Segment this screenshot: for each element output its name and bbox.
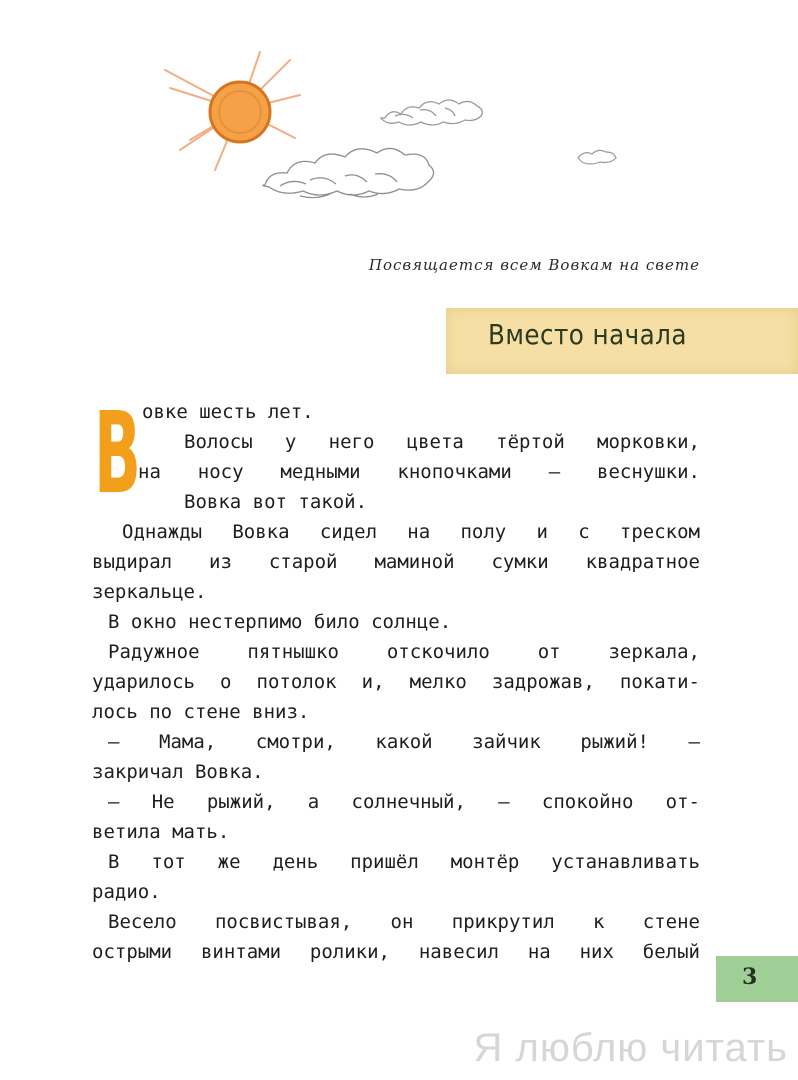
text-line: радио.	[92, 881, 161, 903]
text-line: ударилось о потолок и, мелко задрожав, покати-	[92, 671, 700, 693]
text-line: Волосы у него цвета тёртой морковки,	[184, 431, 700, 453]
cloud-icon	[578, 150, 616, 164]
dedication: Посвящается всем Вовкам на свете	[368, 256, 700, 274]
text-line: зеркальце.	[92, 581, 207, 603]
text-line: — Мама, смотри, какой зайчик рыжий! —	[108, 731, 700, 753]
page-number: 3	[742, 964, 758, 990]
sun-and-clouds-illustration	[150, 40, 650, 230]
watermark: Я люблю читать	[473, 1026, 788, 1070]
text-line: — Не рыжий, а солнечный, — спокойно от-	[108, 791, 700, 813]
chapter-title: Вместо начала	[488, 318, 687, 351]
text-line: В окно нестерпимо било солнце.	[108, 611, 452, 633]
text-line: выдирал из старой маминой сумки квадратное	[92, 551, 700, 573]
text-line: на носу медными кнопочками — веснушки.	[138, 461, 700, 483]
page-number-tab	[716, 956, 798, 1002]
text-line: Однажды Вовка сидел на полу и с треском	[122, 521, 700, 543]
text-line: В тот же день пришёл монтёр устанавливать	[108, 851, 700, 873]
text-line: Радужное пятнышко отскочило от зеркала,	[108, 641, 700, 663]
text-line: закричал Вовка.	[92, 761, 264, 783]
text-line: острыми винтами ролики, навесил на них белый	[92, 941, 700, 963]
cloud-icon	[263, 148, 434, 197]
text-line: Вовка вот такой.	[184, 491, 368, 513]
text-line: овке шесть лет.	[142, 401, 314, 423]
text-line: ветила мать.	[92, 821, 230, 843]
text-line: лось по стене вниз.	[92, 701, 310, 723]
sun-icon	[165, 52, 300, 170]
drop-cap: В	[94, 389, 141, 519]
cloud-icon	[381, 100, 482, 125]
text-line: Весело посвистывая, он прикрутил к стене	[108, 911, 700, 933]
chapter-banner	[446, 308, 798, 374]
